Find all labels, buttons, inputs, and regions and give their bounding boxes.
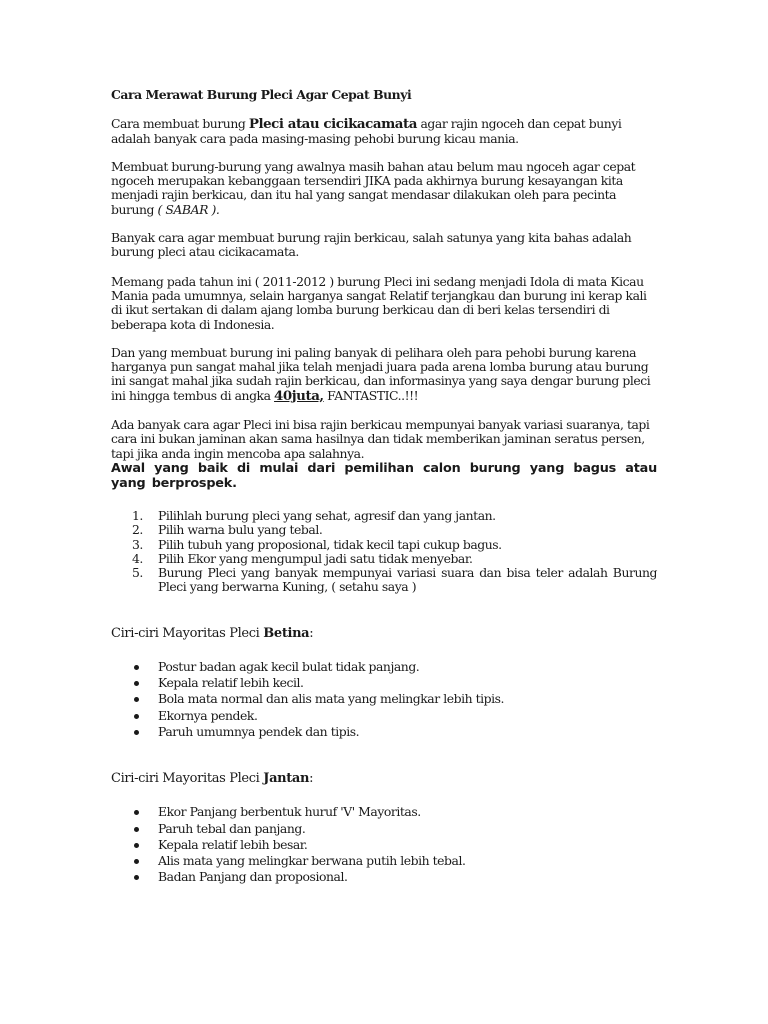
step-item: [132, 522, 657, 538]
betina-item-text: Kepala relatif lebih kecil.: [158, 675, 304, 691]
jantan-list-item: [158, 837, 657, 853]
paragraph-memang: Memang pada tahun ini ( 2011-2012 ) burung Pleci ini sedang menjadi Idola di mata Kicau Mania pada umumnya, selain harganya sangat Relatif terjangkau dan burung ini kerap kali di ikut sertakan di dalam ajang lomba burung berkicau dan di beri kelas tersendiri di beberapa kota di Indonesia.: [111, 273, 647, 332]
paragraph-membuat-text-a: Membuat burung-burung yang awalnya masih bahan atau belum mau ngoceh agar cepat ngoceh merupakan kebanggaan tersendiri JIKA pada akhirnya burung kesayangan kita menjadi rajin berkicau, dan itu hal yang sangat mendasar dilakukan oleh para pecinta burung: [111, 158, 636, 217]
betina-list-item: [158, 659, 657, 675]
paragraph-membuat: [111, 160, 657, 217]
betina-item-text: Paruh umumnya pendek dan tipis.: [158, 723, 360, 739]
paragraph-harga: [111, 346, 657, 403]
step-text: Pilih Ekor yang mengumpul jadi satu tidak menyebar.: [158, 550, 473, 566]
jantan-heading: [111, 772, 657, 786]
paragraph-banyak-cara: Banyak cara agar membuat burung rajin berkicau, salah satunya yang kita bahas adalah burung pleci atau cicikacamata.: [111, 230, 632, 260]
bullet-icon: [134, 665, 139, 670]
jantan-list-item: [158, 804, 657, 820]
document-page: [111, 88, 657, 885]
bullet-icon: [134, 730, 139, 735]
betina-item-text: Bola mata normal dan alis mata yang melingkar lebih tipis.: [158, 691, 505, 707]
betina-heading-bold: Betina: [263, 625, 310, 641]
step-text: Burung Pleci yang banyak mempunyai variasi suara dan bisa teler adalah Burung Pleci yang berwarna Kuning, ( setahu saya ): [158, 565, 657, 595]
betina-bullet-list: [111, 659, 657, 740]
betina-item-text: Postur badan agak kecil bulat tidak panjang.: [158, 659, 420, 675]
jantan-item-text: Badan Panjang dan proposional.: [158, 869, 348, 885]
paragraph-harga-price: 40juta,: [274, 387, 324, 404]
betina-list-item: [158, 708, 657, 724]
jantan-item-text: Paruh tebal dan panjang.: [158, 820, 306, 836]
step-item: [132, 565, 657, 595]
paragraph-awal-bold: Awal yang baik di mulai dari pemilihan calon burung yang bagus atau yang berprospek.: [111, 460, 657, 491]
betina-heading: [111, 627, 657, 641]
step-text: Pilihlah burung pleci yang sehat, agresif dan yang jantan.: [158, 507, 496, 523]
bullet-icon: [134, 810, 139, 815]
betina-item-text: Ekornya pendek.: [158, 707, 258, 723]
paragraph-intro-text-c: agar rajin ngoceh dan cepat bunyi adalah banyak cara pada masing-masing pehobi burung kicau mania.: [111, 116, 622, 146]
paragraph-harga-text-c: FANTASTIC..!!!: [323, 387, 419, 403]
step-number: 5.: [132, 565, 143, 581]
betina-heading-text-a: Ciri-ciri Mayoritas Pleci: [111, 625, 264, 641]
betina-list-item: [158, 691, 657, 707]
jantan-list-item: [158, 869, 657, 885]
step-item: [132, 536, 657, 552]
jantan-list-item: [158, 853, 657, 869]
bullet-icon: [134, 681, 139, 686]
jantan-bullet-list: [111, 804, 657, 885]
step-item: [132, 550, 657, 566]
betina-list-item: [158, 724, 657, 740]
step-number: 3.: [132, 536, 143, 552]
jantan-heading-bold: Jantan: [263, 771, 310, 787]
bullet-icon: [134, 843, 139, 848]
paragraph-harga-text-a: Dan yang membuat burung ini paling banyak di pelihara oleh para pehobi burung karena harganya pun sangat mahal jika telah menjadi juara pada arena lomba burung atau burung ini sangat mahal jika sudah rajin berkicau, dan informasinya yang saya dengar burung pleci ini hingga tembus di angka: [111, 344, 651, 403]
step-text: Pilih tubuh yang proposional, tidak kecil tapi cukup bagus.: [158, 536, 502, 552]
bullet-icon: [134, 875, 139, 880]
numbered-steps-list: [111, 509, 657, 595]
paragraph-membuat-italic: ( SABAR ).: [157, 201, 220, 217]
paragraph-intro: [111, 117, 657, 146]
betina-heading-colon: :: [309, 625, 314, 641]
step-number: 4.: [132, 550, 143, 566]
paragraph-jaminan: Ada banyak cara agar Pleci ini bisa rajin berkicau mempunyai banyak variasi suaranya, tapi cara ini bukan jaminan akan sama hasilnya dan tidak memberikan jaminan seratus persen, tapi jika anda ingin mencoba apa salahnya.: [111, 417, 650, 461]
jantan-item-text: Kepala relatif lebih besar.: [158, 836, 308, 852]
bullet-icon: [134, 859, 139, 864]
jantan-heading-colon: :: [309, 771, 314, 787]
jantan-item-text: Alis mata yang melingkar berwana putih lebih tebal.: [158, 852, 466, 868]
jantan-list-item: [158, 821, 657, 837]
step-number: 2.: [132, 522, 143, 538]
jantan-item-text: Ekor Panjang berbentuk huruf 'V' Mayoritas.: [158, 804, 421, 820]
document-title: Cara Merawat Burung Pleci Agar Cepat Bunyi: [111, 87, 412, 102]
bullet-icon: [134, 697, 139, 702]
paragraph-intro-bold: Pleci atau cicikacamata: [248, 116, 417, 133]
betina-list-item: [158, 675, 657, 691]
step-number: 1.: [132, 507, 143, 523]
bullet-icon: [134, 714, 139, 719]
step-text: Pilih warna bulu yang tebal.: [158, 522, 323, 538]
jantan-heading-text-a: Ciri-ciri Mayoritas Pleci: [111, 771, 264, 787]
paragraph-intro-text-a: Cara membuat burung: [111, 116, 249, 132]
step-item: [132, 507, 657, 523]
bullet-icon: [134, 827, 139, 832]
